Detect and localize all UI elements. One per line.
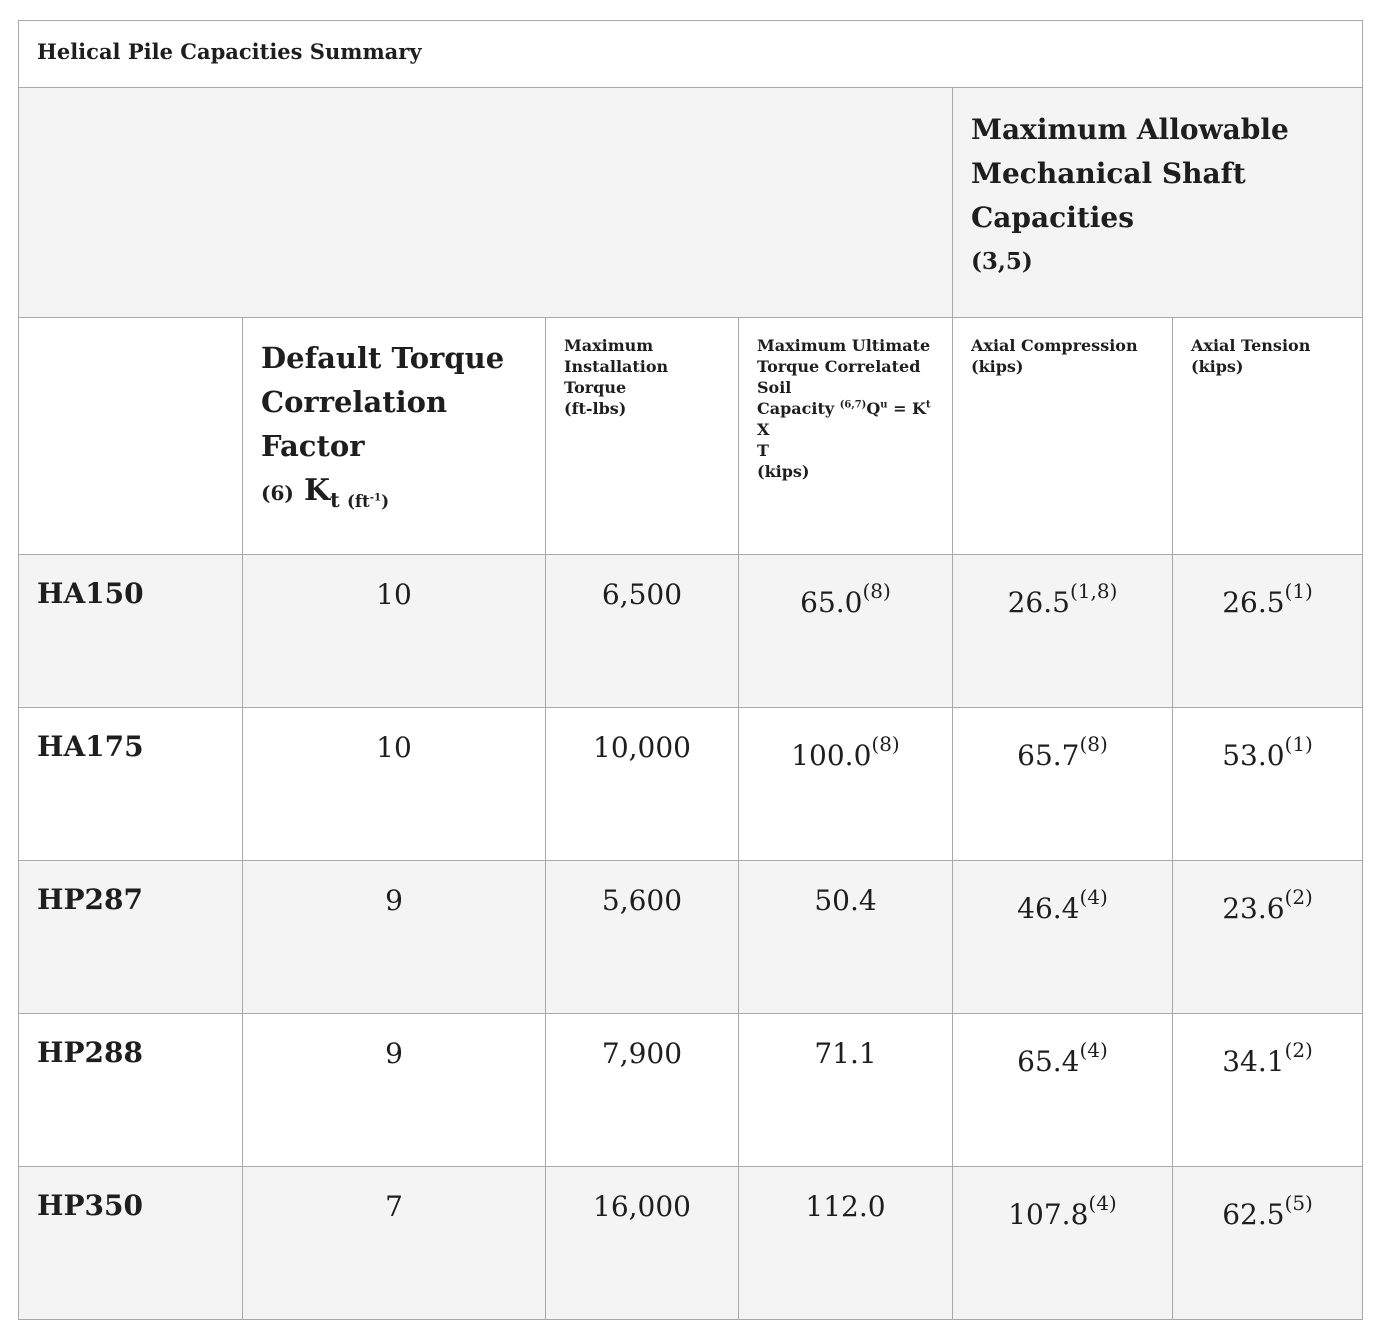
header-formula-q: Q [866, 399, 881, 418]
header-installation-torque [546, 318, 739, 555]
header-kt-symbol: K [303, 473, 331, 508]
header-kt-sub-t: t [330, 486, 340, 512]
header-axial-compression-line2: (kips) [971, 357, 1024, 376]
row-tension-value: 23.6 [1222, 892, 1285, 925]
row-compression-note: (4) [1079, 884, 1108, 909]
header-formula-x: X [757, 420, 770, 439]
row-soil-note: (8) [862, 578, 891, 603]
row-torque: 7,900 [546, 1014, 739, 1167]
row-torque: 6,500 [546, 555, 739, 708]
row-tension-note: (1) [1284, 578, 1313, 603]
row-soil-capacity [739, 861, 953, 1014]
group-header-shaft-capacities [953, 88, 1363, 318]
row-torque: 10,000 [546, 708, 739, 861]
header-axial-tension: Axial Tension (kips) [1173, 318, 1363, 555]
row-kt: 10 [243, 555, 546, 708]
row-tension-value: 34.1 [1222, 1045, 1285, 1078]
row-compression-note: (4) [1079, 1037, 1108, 1062]
row-soil-note: (8) [871, 731, 900, 756]
header-formula-eq: = K [887, 399, 926, 418]
header-installation-torque-line2: Installation Torque [564, 357, 669, 397]
row-compression-value: 26.5 [1007, 586, 1070, 619]
row-compression [953, 708, 1173, 861]
header-formula-k-sup: t [925, 399, 931, 411]
row-compression-value: 107.8 [1008, 1198, 1089, 1231]
group-header-ref: (3,5) [971, 248, 1033, 275]
row-tension-note: (2) [1284, 884, 1313, 909]
header-installation-torque-line3: (ft-lbs) [564, 399, 627, 418]
row-tension-value: 62.5 [1222, 1198, 1285, 1231]
header-torque-factor [243, 318, 546, 555]
row-compression [953, 1167, 1173, 1320]
row-soil-capacity [739, 708, 953, 861]
row-kt: 10 [243, 708, 546, 861]
row-model: HA175 [19, 708, 243, 861]
row-soil-capacity [739, 555, 953, 708]
table-title: Helical Pile Capacities Summary [19, 21, 1363, 88]
row-soil-capacity [739, 1014, 953, 1167]
group-header-spacer [19, 88, 953, 318]
row-tension [1173, 708, 1363, 861]
header-soil-capacity-line4: T [757, 441, 769, 460]
row-compression-value: 46.4 [1017, 892, 1080, 925]
row-soil-value: 100.0 [791, 739, 872, 772]
header-soil-capacity [739, 318, 953, 555]
header-kt-unit-exp: -1 [369, 491, 382, 504]
row-model: HP287 [19, 861, 243, 1014]
header-axial-compression [953, 318, 1173, 555]
row-soil-value: 71.1 [814, 1037, 877, 1070]
capacities-table [18, 20, 1363, 1320]
capacities-table-container [18, 20, 1362, 1320]
table-row [19, 1167, 1363, 1320]
header-model-blank [19, 318, 243, 555]
group-header-label: Maximum Allowable Mechanical Shaft Capacities [971, 113, 1289, 234]
row-model: HP288 [19, 1014, 243, 1167]
row-tension [1173, 1014, 1363, 1167]
row-compression-note: (8) [1079, 731, 1108, 756]
header-formula-q-sup: u [880, 399, 888, 411]
row-soil-capacity [739, 1167, 953, 1320]
row-compression-note: (4) [1088, 1190, 1117, 1215]
header-soil-capacity-line1: Maximum Ultimate [757, 336, 931, 355]
table-row [19, 708, 1363, 861]
header-kt-subscript [330, 487, 389, 512]
row-compression [953, 1014, 1173, 1167]
header-soil-capacity-line5: (kips) [757, 462, 810, 481]
row-compression [953, 861, 1173, 1014]
row-compression [953, 555, 1173, 708]
row-tension [1173, 861, 1363, 1014]
row-tension-value: 53.0 [1222, 739, 1285, 772]
header-torque-factor-label: Default Torque Correlation Factor [261, 341, 505, 463]
header-soil-capacity-ref: (6,7) [839, 399, 867, 411]
row-model: HP350 [19, 1167, 243, 1320]
row-tension-note: (2) [1284, 1037, 1313, 1062]
row-kt: 9 [243, 1014, 546, 1167]
row-compression-value: 65.7 [1017, 739, 1080, 772]
row-torque: 16,000 [546, 1167, 739, 1320]
row-tension-note: (1) [1284, 731, 1313, 756]
header-soil-capacity-line2: Torque Correlated Soil [757, 357, 921, 397]
row-compression-note: (1,8) [1069, 578, 1118, 603]
row-tension-value: 26.5 [1222, 586, 1285, 619]
row-soil-value: 112.0 [805, 1190, 886, 1223]
header-kt-unit-close: ) [381, 490, 390, 511]
row-compression-value: 65.4 [1017, 1045, 1080, 1078]
row-kt: 7 [243, 1167, 546, 1320]
row-torque: 5,600 [546, 861, 739, 1014]
header-kt-unit-open: (ft [346, 490, 370, 511]
row-tension-note: (5) [1284, 1190, 1313, 1215]
row-tension [1173, 1167, 1363, 1320]
row-tension [1173, 555, 1363, 708]
row-kt: 9 [243, 861, 546, 1014]
header-torque-factor-ref: (6) [261, 481, 294, 505]
table-row [19, 861, 1363, 1014]
row-model: HA150 [19, 555, 243, 708]
header-kt-unit [347, 491, 389, 511]
header-installation-torque-line1: Maximum [564, 336, 654, 355]
header-soil-capacity-line3: Capacity [757, 399, 835, 418]
row-soil-value: 50.4 [814, 884, 877, 917]
table-row [19, 555, 1363, 708]
row-soil-value: 65.0 [800, 586, 863, 619]
header-axial-compression-line1: Axial Compression [971, 336, 1138, 355]
table-row [19, 1014, 1363, 1167]
